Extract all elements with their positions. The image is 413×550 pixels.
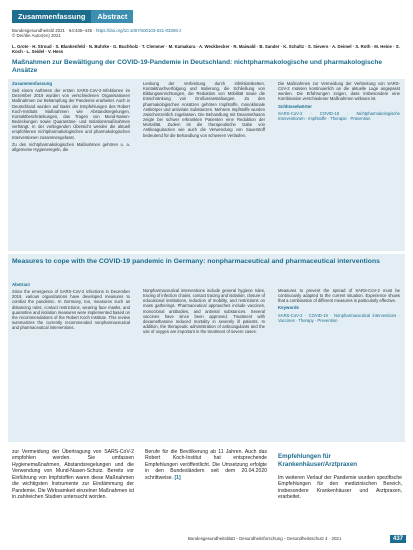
tab-abstract: Abstract: [91, 10, 133, 23]
abstract-de-text-3: Lenkung der Verbreitung durch Infektionsketten, Kontaktnachverfolgung und Isolierung, die Schließung von Bildungseinrichtungen, die Reduktion von Mobilität sowie die Einschränkung von Großveranstaltungen. Zu den pharmakologischen Ansätzen gehören Impfstoffe, monoklonale Antikörper und antivirale Substanzen. Mehrere Impfstoffe wurden zwischenzeitlich zugelassen. Die Behandlung mit Dexamethason zeigte bei schwer erkrankten Patienten eine Reduktion der Mortalität. Zudem ist die therapeutische Gabe von Antikoagulanzien wie auch die Verwendung von Sauerstoff bedeutend für die Behandlung von schweren Verläufen.: [143, 81, 265, 138]
title-english: Measures to cope with the COVID-19 pandemic in Germany: nonpharmaceutical and pharmaceutical interventions: [12, 258, 380, 265]
keywords-en-heading: Keywords: [278, 305, 299, 311]
abstract-en-col1: [12, 282, 130, 332]
abstract-en-text-3: Measures to prevent the spread of SARS-CoV-2 must be continuously adapted to the current situation. Experience shows that a combination of different measures is particularly effective.: [278, 288, 400, 304]
keywords-en: SARS-CoV-2 · COVID-19 · Nonpharmaceutical interventions · Vaccines · Therapy · Prevention: [278, 312, 400, 323]
abstract-en-heading: Abstract: [12, 282, 30, 287]
title-german: Maßnahmen zur Bewältigung der COVID-19-Pandemie in Deutschland: nichtpharmakologische und pharmakologische Ansätze: [12, 59, 383, 74]
keywords-de: SARS-CoV-2 · COVID-19 · Nichtpharmakologische Interventionen · Impfstoffe · Therapie · Prävention: [278, 110, 400, 121]
abstract-de-col1: [12, 81, 130, 154]
doi-link[interactable]: https://doi.org/10.1007/s00103-021-03306-z: [95, 28, 182, 33]
abstract-de-text-1: Seit einem Auftreten der ersten SARS-CoV-2-Infektionen im Dezember 2019 wurden von verschiedenen Organisationen Maßnahmen zur Bekämpfung der Pandemie erarbeitet. Auch in Deutschland wurden auf Basis der Empfehlungen des Robert Koch-Instituts Maßnahmen wie Abstandsregelungen, Kontaktbeschränkungen, das Tragen von Mund-Nasen-Bedeckungen sowie Quarantäne- und Isolationsmaßnahmen verhängt. In der vorliegenden Übersicht werden die aktuell empfohlenen nichtpharmakologischen und pharmakologischen Interventionen zusammengefasst.: [12, 88, 130, 140]
reference-link[interactable]: [1]: [174, 474, 181, 481]
citation-meta: Bundesgesundheitsbl 2021 · 64:435–445 · https://doi.org/10.1007/s00103-021-03306-z © Der/die Autor(en) 2021: [12, 28, 182, 39]
body-text-2: Berufe für die Bevölkerung ab 11 Jahren. Auch das Robert Koch-Institut hat entsprechende Empfehlungen veröffentlicht. Die Umsetzung erfolgte in den Bundesländern seit dem 20.04.2020 schrittweise.: [145, 449, 267, 481]
body-text-1: zur Vermeidung der Übertragung von SARS-CoV-2 empfohlen werden. Sie umfassen Hygienemaßnahmen, Abstandsregelungen und die Verwendung von Mund-Nasen-Schutz. Bereits vor Einführung von Impfstoffen waren diese Maßnahmen die wichtigsten Instrumente zur Eindämmung der Pandemie. Die Wirksamkeit einzelner Maßnahmen ist in zahlreichen Studien untersucht worden.: [12, 449, 134, 501]
abstract-de-text-2: Zu den nichtpharmakologischen Maßnahmen gehören u. a. allgemeine Hygieneregeln, die: [12, 141, 130, 152]
header-tabs: [12, 10, 133, 23]
journal-footer: Bundesgesundheitsblatt - Gesundheitsforschung - Gesundheitsschutz 4 · 2021: [188, 536, 342, 541]
page-number: 437: [390, 535, 406, 543]
body-col2: [145, 449, 267, 481]
abstract-de-col3: [278, 81, 400, 123]
citation: Bundesgesundheitsbl 2021 · 64:435–445: [12, 28, 93, 33]
abstract-de-heading: Zusammenfassung: [12, 81, 53, 86]
author-list: L. Grote · H. Stroud · S. Blankenfeld · N. Buhrke · G. Buchholz · T. Clemmer · M. Kamakura · A. Weckbecker · R. Maiwald · B. Sander · K. Schultz · S. Sievers · A. Deimel · S. Roth · M. Heine · S. Koch · L. Seidel · V. Hess: [12, 44, 400, 55]
body-col1: [12, 449, 134, 501]
abstract-en-col2: [143, 288, 265, 336]
body-col3: [278, 475, 402, 501]
section-heading: Empfehlungen für Krankenhäuser/Arztpraxen: [278, 453, 358, 468]
abstract-de-text-4: Die Maßnahmen zur Vermeidung der Verbreitung von SARS-CoV-2 müssen kontinuierlich an die aktuelle Lage angepasst werden. Die Erfahrungen zeigen, dass insbesondere eine Kombination verschiedener Maßnahmen wirksam ist.: [278, 81, 400, 102]
copyright: © Der/die Autor(en) 2021: [12, 33, 61, 39]
body-text-3: Im weiteren Verlauf der Pandemie wurden spezifische Empfehlungen für den medizinischen Bereich, insbesondere Krankenhäuser und Arztpraxen, erarbeitet.: [278, 475, 402, 501]
abstract-en-text-2: Nonpharmaceutical interventions include general hygiene rules, tracing of infection chains, contact tracing and isolation, closure of educational institutions, reduction of mobility, and restrictions on mass gatherings. Pharmaceutical approaches include vaccines, monoclonal antibodies, and antiviral substances. Several vaccines have since been approved. Treatment with dexamethasone reduced mortality in severely ill patients. In addition, the therapeutic administration of anticoagulants and the use of oxygen are important in the treatment of severe cases.: [143, 288, 265, 335]
tab-zusammenfassung: Zusammenfassung: [12, 10, 91, 23]
abstract-de-col2: [143, 81, 265, 140]
keywords-de-heading: Schlüsselwörter: [278, 103, 312, 109]
abstract-en-col3: [278, 288, 400, 325]
abstract-en-text-1: Since the emergence of SARS-CoV-2 infections in December 2019, various organizations have developed measures to combat the pandemic. In Germany, too, measures such as distancing rules, contact restrictions, wearing face masks, and quarantine and isolation measures were implemented based on the recommendations of the Robert Koch Institute. This review summarizes the currently recommended nonpharmaceutical and pharmaceutical interventions.: [12, 289, 130, 331]
